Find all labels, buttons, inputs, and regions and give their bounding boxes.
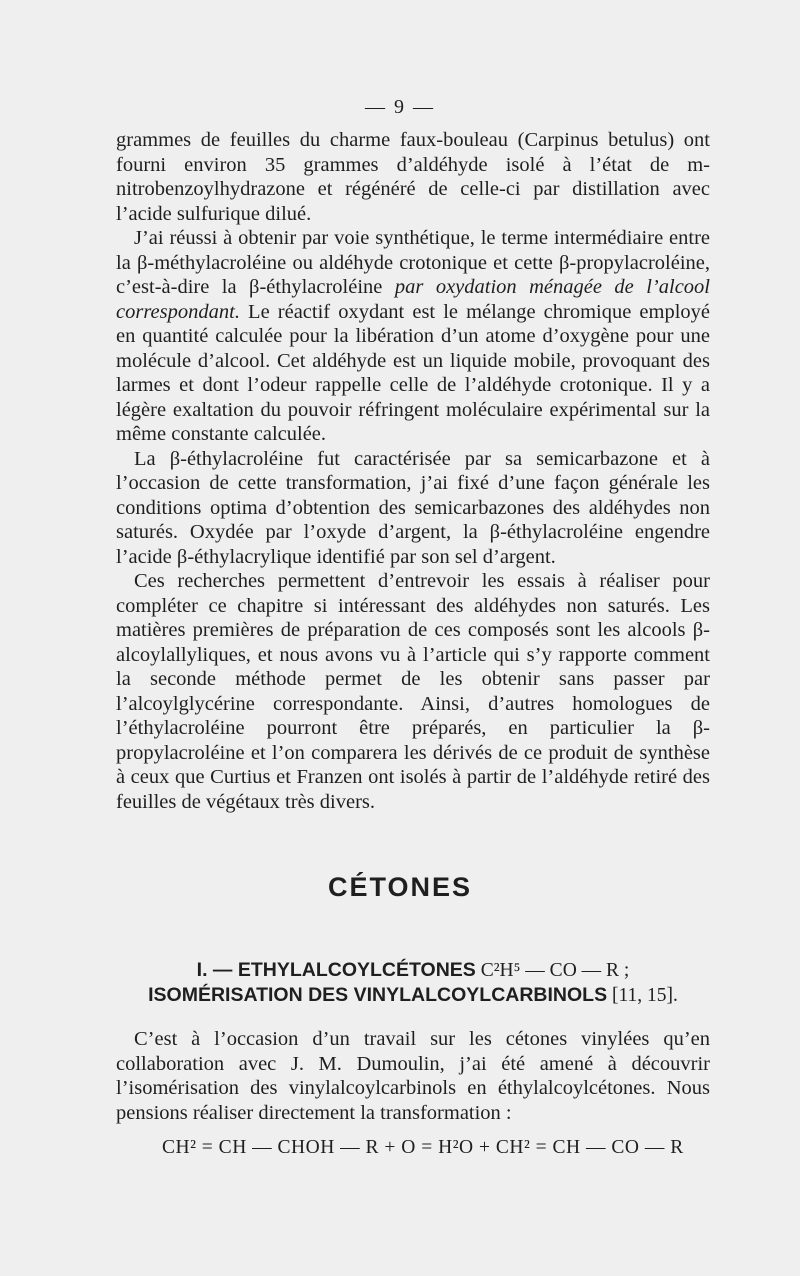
paragraph bbox=[116, 226, 710, 447]
paragraph: C’est à l’occasion d’un travail sur les cétones vinylées qu’en collaboration avec J. M. Dumoulin, j’ai été amené à découvrir l’isomérisation des vinylalcoylcarbinols en éthylalcoylcétones. Nous pensions réaliser directement la transformation : bbox=[116, 1028, 710, 1124]
section-text bbox=[116, 1027, 710, 1125]
paragraph: grammes de feuilles du charme faux-bouleau (Carpinus betulus) ont fourni environ 35 grammes d’aldéhyde isolé à l’état de m-nitrobenzoylhydrazone et régénéré de celle-ci par distillation avec l’acide sulfurique dilué. bbox=[116, 129, 710, 225]
subsection-subtitle: ISOMÉRISATION DES VINYLALCOYLCARBINOLS bbox=[148, 984, 608, 1006]
chemical-equation: CH² = CH — CHOH — R + O = H²O + CH² = CH — CO — R bbox=[162, 1137, 684, 1158]
page-number: — 9 — bbox=[365, 96, 435, 118]
subsection-formula: C²H⁵ — CO — R ; bbox=[475, 960, 630, 981]
section-title: CÉTONES bbox=[327, 872, 473, 902]
intro-text bbox=[116, 128, 710, 814]
subsection-heading bbox=[116, 958, 710, 1008]
paragraph-text: Le réactif oxydant est le mélange chromique employé en quantité calculée pour la libération d’un atome d’oxygène pour une molécule d’alcool. Cet aldéhyde est un liquide mobile, provoquant des larmes et dont l’odeur rappelle celle de l’aldéhyde crotonique. Il y a légère exaltation du pouvoir réfringent moléculaire expérimental sur la même constante calculée. bbox=[116, 300, 710, 445]
emphasis-text: par oxydation ménagée de l’alcool correspondant. bbox=[116, 276, 711, 323]
paragraph: Ces recherches permettent d’entrevoir les essais à réaliser pour compléter ce chapitre si intéressant des aldéhydes non saturés. Les matières premières de préparation de ces composés sont les alcools β-alcoylallyliques, et nous avons vu à l’article qui s’y rapporte comment la seconde méthode permet de les obtenir sans passer par l’alcoylglycérine correspondante. Ainsi, d’autres homologues de l’éthylacroléine pourront être préparés, en particulier la β-propylacroléine et l’on comparera les dérivés de ce produit de synthèse à ceux que Curtius et Franzen ont isolés à partir de l’aldéhyde retiré des feuilles de végétaux très divers. bbox=[116, 570, 710, 813]
subsection-heading-line bbox=[116, 958, 710, 983]
subsection-title: I. — ETHYLALCOYLCÉTONES bbox=[196, 959, 476, 981]
subsection-reference: [11, 15]. bbox=[607, 985, 678, 1006]
paragraph-text: J’ai réussi à obtenir par voie synthétique, le terme intermédiaire entre la β-méthylacroléine ou aldéhyde crotonique et cette β-propylacroléine, c’est-à-dire la β-éthylacroléine bbox=[116, 227, 710, 298]
subsection-heading-line bbox=[116, 983, 710, 1008]
paragraph: La β-éthylacroléine fut caractérisée par sa semicarbazone et à l’occasion de cette transformation, j’ai fixé d’une façon générale les conditions optima d’obtention des semicarbazones des aldéhydes non saturés. Oxydée par l’oxyde d’argent, la β-éthylacroléine engendre l’acide β-éthylacrylique identifié par son sel d’argent. bbox=[116, 447, 710, 568]
